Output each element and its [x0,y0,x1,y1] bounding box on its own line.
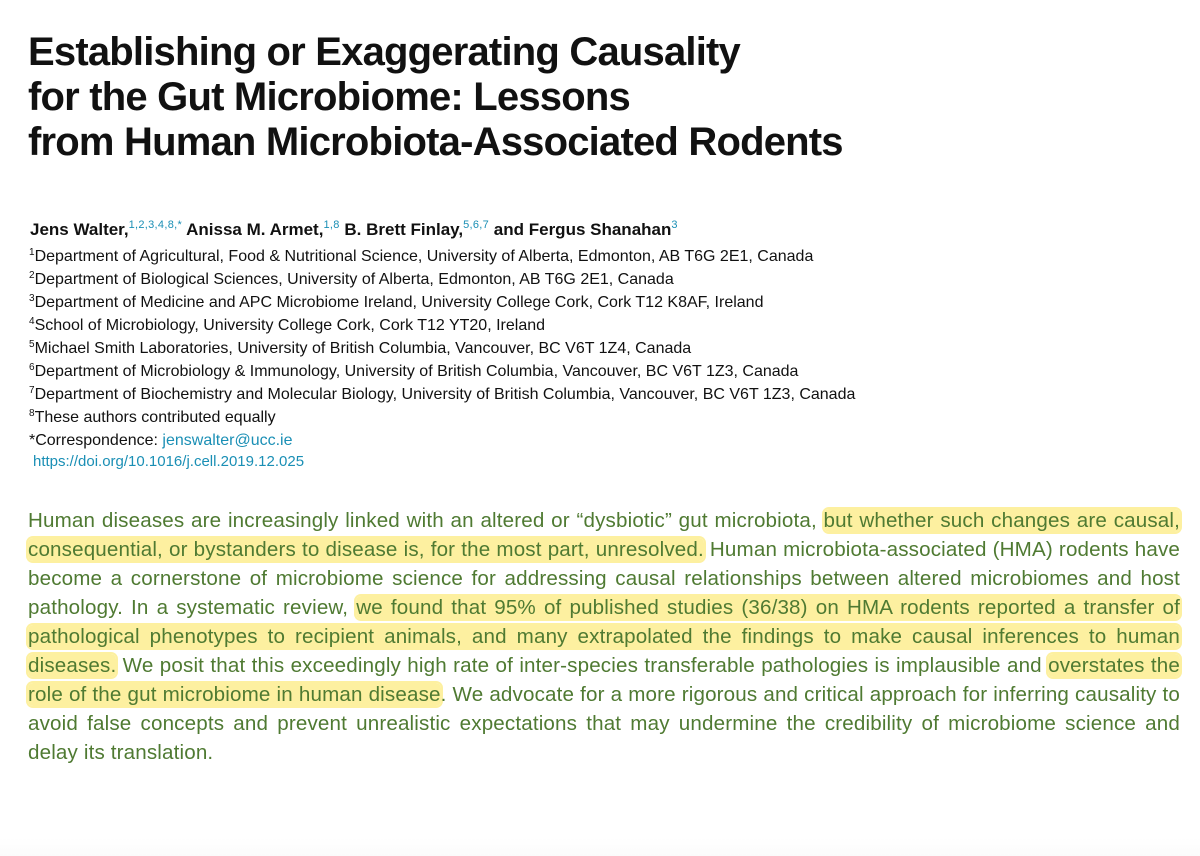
affiliation-number: 3 [29,293,35,304]
correspondence-label: *Correspondence: [29,432,163,449]
affiliation-item [29,360,855,383]
affiliation-item [29,268,855,291]
affiliation-text: Department of Microbiology & Immunology, University of British Columbia, Vancouver, BC V6T 1Z3, Canada [34,363,799,380]
affiliation-number: 5 [29,339,35,350]
affiliation-number: 8 [29,408,35,419]
affiliation-number: 7 [29,385,35,396]
affiliation-text: Department of Biological Sciences, University of Alberta, Edmonton, AB T6G 2E1, Canada [34,271,674,288]
author-name: and Fergus Shanahan [493,220,672,239]
abstract-highlight: we found that 95% of published studies (36/38) on HMA rodents reported a transfer of pathological phenotypes to recipient animals, and many extrapolated the findings to make causal inferences to human diseases. [28,596,1181,677]
abstract-text: . We advocate for a more rigorous and critical approach for inferring causality to avoid false concepts and prevent unrealistic expectations that may undermine the credibility of microbiome science and delay its translation. [28,683,1180,764]
affiliation-item [29,291,855,314]
author-name: Jens Walter, [30,220,129,239]
affiliation-text: Department of Biochemistry and Molecular Biology, University of British Columbia, Vancouver, BC V6T 1Z3, Canada [34,386,856,403]
abstract-highlight: but whether such changes are causal, consequential, or bystanders to disease is, for the most part, unresolved. [28,509,1180,561]
abstract-text: We posit that this exceedingly high rate of inter-species transferable pathologies is implausible and [116,654,1049,677]
doi-link[interactable]: https://doi.org/10.1016/j.cell.2019.12.025 [33,453,305,470]
author-list [30,220,678,240]
affiliation-list [29,245,855,452]
affiliation-text: Department of Agricultural, Food & Nutritional Science, University of Alberta, Edmonton, AB T6G 2E1, Canada [34,248,814,265]
page-bottom-edge [0,838,1200,856]
affiliation-item [29,245,855,268]
author-name: B. Brett Finlay, [344,220,464,239]
affiliation-number: 2 [29,270,35,281]
affiliation-item [29,406,855,429]
affiliation-item [29,314,855,337]
abstract-text: Human microbiota-associated (HMA) rodents have become a cornerstone of microbiome science for addressing causal relationships between altered microbiomes and host pathology. In a systematic review, [28,538,1180,619]
author-name: Anissa M. Armet, [186,220,324,239]
affiliation-item [29,337,855,360]
author-affiliation-refs[interactable]: 5,6,7 [463,219,490,231]
paper-title [28,30,1128,165]
abstract-highlight: overstates the role of the gut microbiome in human disease [28,654,1180,706]
title-line-3: from Human Microbiota-Associated Rodents [28,120,843,164]
abstract-text: Human diseases are increasingly linked with an altered or “dysbiotic” gut microbiota, [28,509,824,532]
title-line-1: Establishing or Exaggerating Causality [28,30,741,74]
correspondence-email-link[interactable]: jenswalter@ucc.ie [162,432,293,449]
author-affiliation-refs[interactable]: 1,2,3,4,8,* [128,219,183,231]
correspondence-line [29,429,855,452]
affiliation-text: Department of Medicine and APC Microbiome Ireland, University College Cork, Cork T12 K8AF, Ireland [34,294,764,311]
affiliation-text: These authors contributed equally [34,409,276,426]
affiliation-number: 6 [29,362,35,373]
abstract [28,506,1180,767]
author-affiliation-refs[interactable]: 3 [671,219,678,231]
affiliation-number: 4 [29,316,35,327]
affiliation-item [29,383,855,406]
affiliation-number: 1 [29,247,35,258]
title-line-2: for the Gut Microbiome: Lessons [28,75,630,119]
affiliation-text: School of Microbiology, University College Cork, Cork T12 YT20, Ireland [34,317,546,334]
author-affiliation-refs[interactable]: 1,8 [323,219,340,231]
affiliation-text: Michael Smith Laboratories, University of British Columbia, Vancouver, BC V6T 1Z4, Canada [34,340,692,357]
